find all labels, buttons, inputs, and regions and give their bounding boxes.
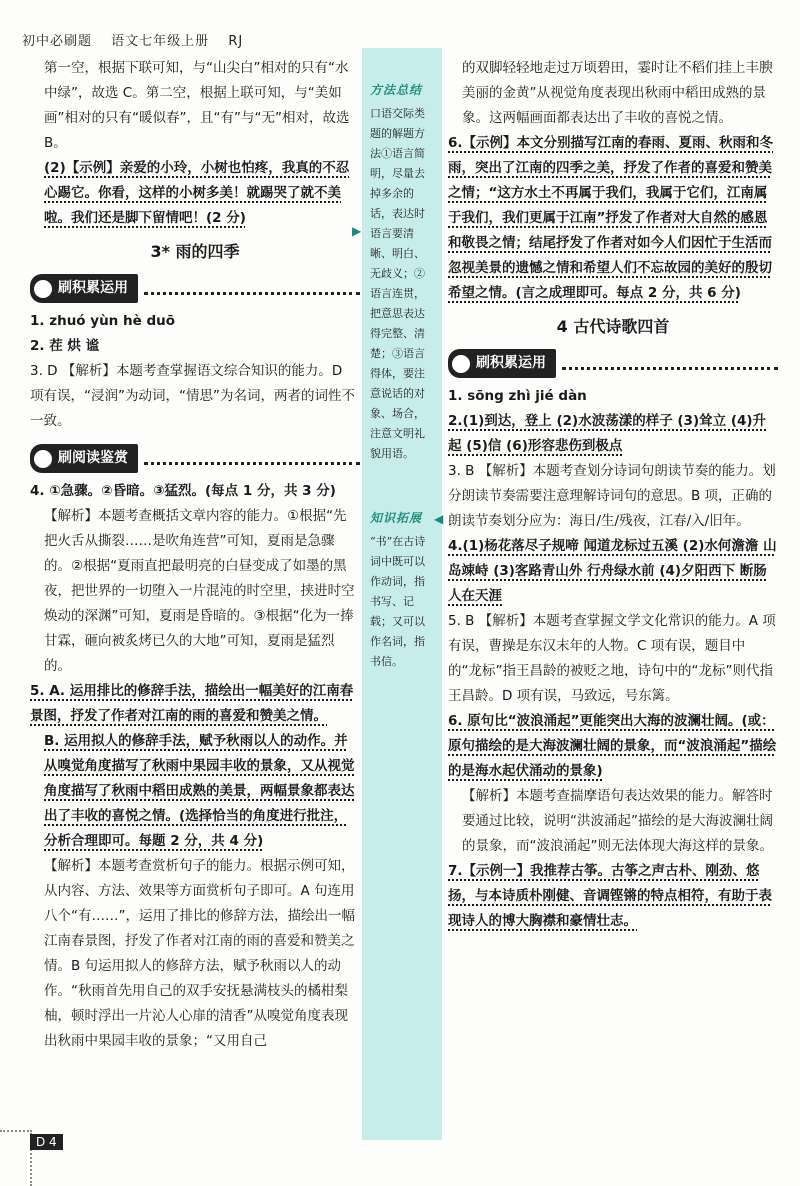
answer-text: 2.(1)到达，登上 (2)水波荡漾的样子 (3)耸立 (4)升起 (5)信 (6)形容悲伤到极点 — [448, 413, 767, 454]
knowledge-text: “书”在古诗词中既可以作动词，指书写、记载；又可以作名词，指书信。 — [370, 535, 426, 668]
section-title: 3* 雨的四季 — [150, 242, 240, 261]
banner-label: 刷积累运用 — [58, 280, 128, 296]
edition-label: RJ — [228, 34, 244, 49]
answer-text: 6. 原句比“波浪涌起”更能突出大海的波澜壮阔。(或：原句描绘的是大海波澜壮阔的景象，而“波浪涌起”描绘的是海水起伏涌动的景象) — [448, 713, 777, 779]
answer-text: 5. B 【解析】本题考查掌握文学文化常识的能力。A 项有误，曹操是东汉末年的人物。C 项有误，题目中的“龙标”指王昌龄的被贬之地，诗句中的“龙标”则代指王昌龄。D 项有误，马致远，号东篱。 — [448, 613, 776, 704]
knowledge-title: 知识拓展 — [370, 511, 423, 525]
method-summary-title: 方法总结 — [370, 83, 423, 97]
answer-text: 4.(1)杨花落尽子规啼 闻道龙标过五溪 (2)水何澹澹 山岛竦峙 (3)客路青山外 行舟绿水前 (4)夕阳西下 断肠人在天涯 — [448, 538, 777, 604]
method-summary-box — [370, 80, 434, 464]
page-number: D 4 — [30, 1134, 63, 1150]
banner-label: 刷积累运用 — [476, 355, 546, 371]
analysis-text: 的双脚轻轻地走过万顷碧田，霎时让不稻们挂上丰腴美丽的金黄”从视觉角度表现出秋雨中稻田成熟的景象。这两幅画面都表达出了丰收的喜悦之情。 — [462, 60, 773, 126]
answer-text: B. 运用拟人的修辞手法，赋予秋雨以人的动作。并从嗅觉角度描写了秋雨中果园丰收的景象，又从视觉角度描写了秋雨中稻田成熟的美景，两幅景象都表达出了丰收的喜悦之情。(选择恰当的角度进行批注，分析合理即可。每题 2 分，共 4 分) — [44, 733, 355, 849]
book-icon — [34, 450, 52, 468]
answer-text: 第一空，根据下联可知，与“山尖白”相对的只有“水中绿”，故选 C。第二空，根据上联可知，与“美如画”相对的只有“暖似春”，且“有”与“无”相对，故选 B。 — [44, 60, 350, 151]
answer-text: 1. sōng zhì jié dàn — [448, 388, 587, 404]
series-title: 初中必刷题 — [22, 34, 93, 49]
answer-text: 7.【示例一】我推荐古筝。古筝之声古朴、刚劲、悠扬，与本诗质朴刚健、音调铿锵的特点相符，有助于表现诗人的博大胸襟和豪情壮志。 — [448, 863, 772, 929]
left-column — [30, 56, 360, 1054]
page-header — [22, 30, 257, 49]
answer-text: 1. zhuó yùn hè duō — [30, 313, 176, 329]
section-title: 4 古代诗歌四首 — [556, 317, 670, 336]
right-column — [448, 56, 778, 934]
book-icon — [34, 280, 52, 298]
subject-title: 语文七年级上册 — [111, 34, 210, 49]
answer-text: 5. A. 运用排比的修辞手法，描绘出一幅美好的江南春景图，抒发了作者对江南的雨的喜爱和赞美之情。 — [30, 683, 354, 724]
banner-label: 刷阅读鉴赏 — [58, 450, 128, 466]
corner-mark — [0, 1130, 32, 1186]
answer-text: 4. ①急骤。②昏暗。③猛烈。(每点 1 分，共 3 分) — [30, 483, 336, 499]
answer-text: 6.【示例】本文分别描写江南的春雨、夏雨、秋雨和冬雨，突出了江南的四季之美，抒发了作者的喜爱和赞美之情；“这方水土不再属于我们，我属于它们，江南属于我们，我们更属于江南”抒发了作者对大自然的感恩和敬畏之情；结尾抒发了作者对如今人们因忙于生活而忽视美景的遗憾之情和希望人们不忘故园的美好的殷切希望之情。(言之成理即可。每点 2 分，共 6 分) — [448, 135, 774, 301]
section-banner — [30, 274, 360, 303]
section-banner — [30, 444, 360, 473]
answer-text: 2. 茬 烘 谧 — [30, 338, 100, 354]
method-summary-text: 口语交际类题的解题方法①语言简明，尽量去掉多余的话，表达时语言要清晰、明白、无歧义；②语言连贯，把意思表达得完整、清楚；③语言得体，要注意说话的对象、场合，注意文明礼貌用语。 — [370, 107, 425, 460]
knowledge-box — [370, 508, 434, 672]
arrow-icon: ◀ — [434, 512, 444, 526]
analysis-text: 【解析】本题考查揣摩语句表达效果的能力。解答时要通过比较，说明“洪波涌起”描绘的是大海波澜壮阔的景象，而“波浪涌起”则无法体现大海这样的景象。 — [462, 788, 773, 854]
answer-text: (2)【示例】亲爱的小玲，小树也怕疼，我真的不忍心踢它。你看，这样的小树多美！就踢哭了就不美啦。我们还是脚下留情吧！(2 分) — [44, 160, 350, 226]
answer-text: 3. B 【解析】本题考查划分诗词句朗读节奏的能力。划分朗读节奏需要注意理解诗词句的意思。B 项，正确的朗读节奏划分应为：海日/生/残夜，江春/入/旧年。 — [448, 463, 776, 529]
arrow-icon: ▶ — [352, 224, 362, 238]
analysis-text: 【解析】本题考查赏析句子的能力。根据示例可知，从内容、方法、效果等方面赏析句子即可。A 句连用八个“有……”，运用了排比的修辞方法，描绘出一幅江南春景图，抒发了作者对江南的雨的喜爱和赞美之情。B 句运用拟人的修辞方法，赋予秋雨以人的动作。“秋雨首先用自己的双手安抚悬满枝头的橘柑梨柚，顿时浮出一片沁人心扉的清香”从嗅觉角度表现出秋雨中果园丰收的景象；“又用自己 — [44, 858, 355, 1049]
book-icon — [452, 355, 470, 373]
section-banner — [448, 349, 778, 378]
analysis-text: 【解析】本题考查概括文章内容的能力。①根据“先把火舌从撕裂……是吹角连营”可知，夏雨是急骤的。②根据“夏雨直把最明亮的白昼变成了如墨的黑夜，把世界的一切堕入一片混沌的时空里，挟进时空焕动的深渊”可知，夏雨是昏暗的。③根据“化为一捧甘霖，砸向被炙烤已久的大地”可知，夏雨是猛烈的。 — [44, 508, 355, 674]
answer-text: 3. D 【解析】本题考查掌握语文综合知识的能力。D 项有误，“浸润”为动词，“情思”为名词，两者的词性不一致。 — [30, 363, 355, 429]
